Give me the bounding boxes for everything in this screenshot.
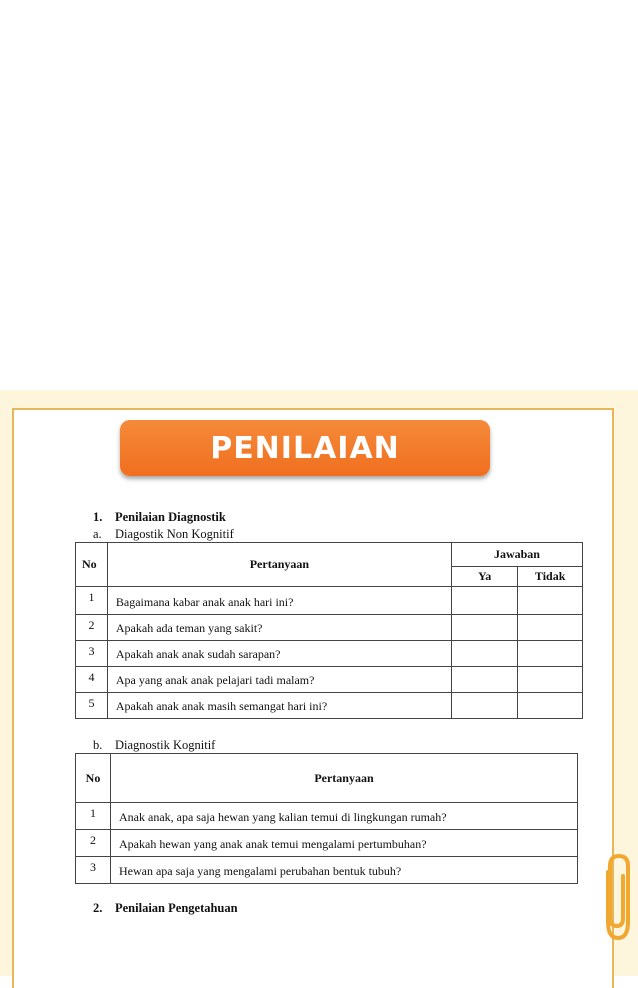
subsection-a-label: Diagostik Non Kognitif [115,527,234,541]
row-number: 2 [76,615,108,641]
col-header-no: No [76,543,108,587]
answer-no-cell[interactable] [518,693,583,719]
subsection-a-heading [93,527,234,542]
row-question: Apakah anak anak masih semangat hari ini? [107,693,451,719]
paperclip-icon [596,852,634,944]
col-header-answer: Jawaban [451,543,582,567]
row-number: 2 [76,830,111,857]
row-number: 1 [76,587,108,615]
table-row [76,693,583,719]
answer-no-cell[interactable] [518,615,583,641]
table-row [76,830,578,857]
answer-yes-cell[interactable] [451,615,517,641]
subsection-b-letter: b. [93,738,103,752]
col-header-question: Pertanyaan [107,543,451,587]
subsection-a-letter: a. [93,527,102,541]
col-header-question: Pertanyaan [111,754,578,803]
answer-no-cell[interactable] [518,641,583,667]
section-1-label: Penilaian Diagnostik [115,510,226,524]
col-header-no-answer: Tidak [518,567,583,587]
title-banner [120,420,490,476]
row-number: 5 [76,693,108,719]
row-number: 4 [76,667,108,693]
table-cognitive [75,753,578,884]
section-2-label: Penilaian Pengetahuan [115,901,238,915]
table-non-cognitive [75,542,583,719]
col-header-no: No [76,754,111,803]
subsection-b-heading [93,738,215,753]
col-header-yes: Ya [451,567,517,587]
row-question: Anak anak, apa saja hewan yang kalian temui di lingkungan rumah? [111,803,578,830]
answer-yes-cell[interactable] [451,641,517,667]
table-row [76,857,578,884]
row-question: Apakah hewan yang anak anak temui mengalami pertumbuhan? [111,830,578,857]
section-2-number: 2. [93,901,103,915]
row-number: 1 [76,803,111,830]
table-row [76,587,583,615]
table-row [76,615,583,641]
section-1-number: 1. [93,510,103,524]
subsection-b-label: Diagnostik Kognitif [115,738,216,752]
row-question: Apakah ada teman yang sakit? [107,615,451,641]
row-question: Bagaimana kabar anak anak hari ini? [107,587,451,615]
section-2-heading [93,901,238,916]
section-1-heading [93,510,226,525]
answer-no-cell[interactable] [518,667,583,693]
row-question: Apakah anak anak sudah sarapan? [107,641,451,667]
answer-yes-cell[interactable] [451,667,517,693]
row-number: 3 [76,641,108,667]
table-row [76,641,583,667]
answer-yes-cell[interactable] [451,693,517,719]
page-title: PENILAIAN [210,430,400,466]
table-row [76,803,578,830]
table-row [76,667,583,693]
answer-yes-cell[interactable] [451,587,517,615]
row-question: Apa yang anak anak pelajari tadi malam? [107,667,451,693]
answer-no-cell[interactable] [518,587,583,615]
row-number: 3 [76,857,111,884]
row-question: Hewan apa saja yang mengalami perubahan bentuk tubuh? [111,857,578,884]
